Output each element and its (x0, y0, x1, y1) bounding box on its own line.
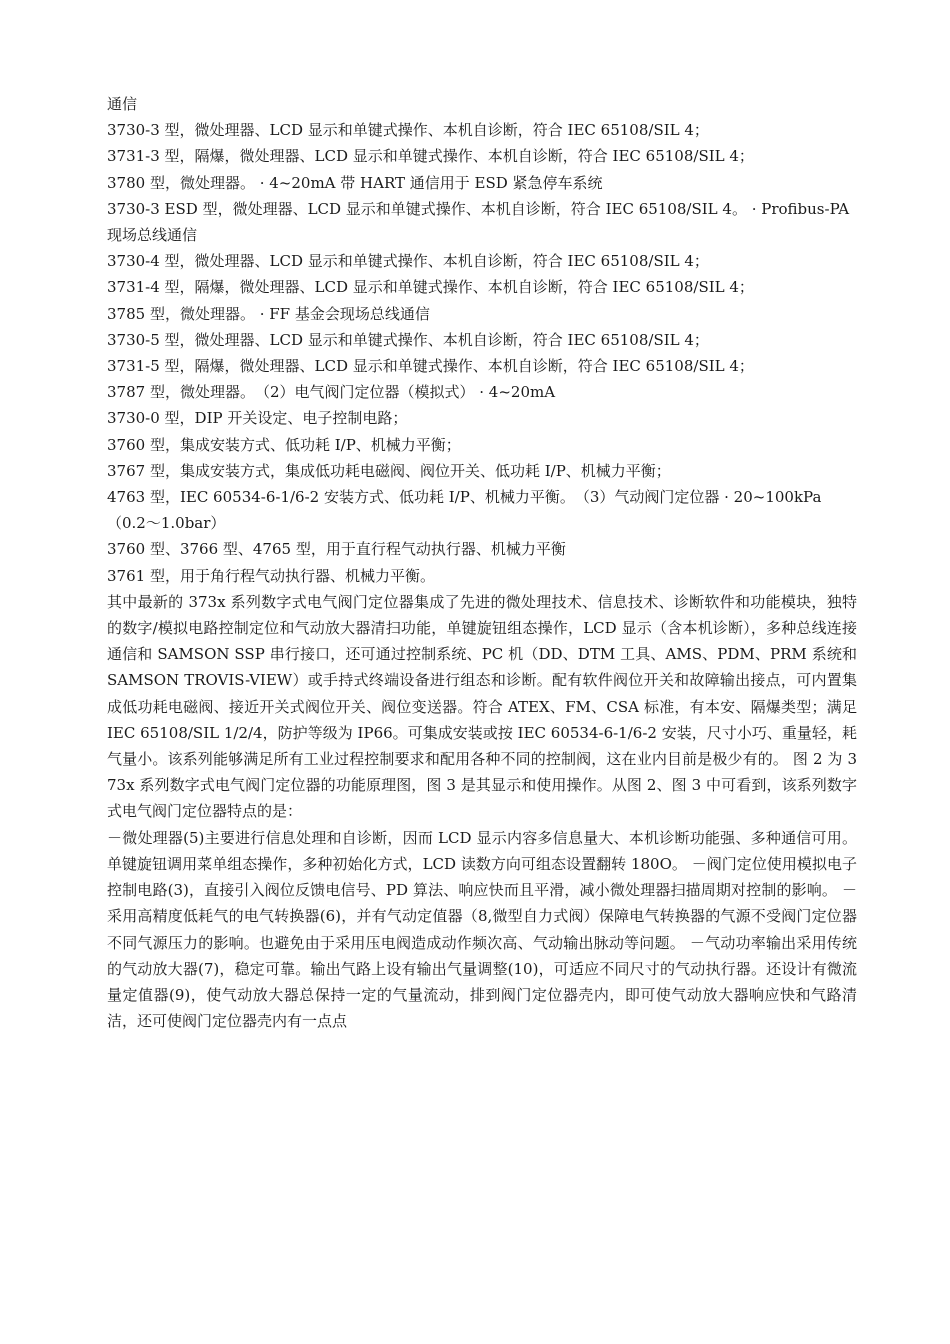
text-line: 通信 (107, 95, 138, 113)
text-line: 3787 型，微处理器。 （2）电气阀门定位器（模拟式） · 4~20mA (107, 383, 556, 402)
text-line: 3730-3 ESD 型，微处理器、LCD 显示和单键式操作、本机自诊断，符合 IEC 65108/SIL 4。 · Profibus-PA (107, 199, 850, 218)
text-line: 3760 型、3766 型、4765 型，用于直行程气动执行器、机械力平衡 (107, 540, 566, 559)
body-paragraph: －微处理器(5)主要进行信息处理和自诊断，因而 LCD 显示内容多信息量大、本机诊断功能强、多种通信可用。单键旋钮调用菜单组态操作，多种初始化方式，LCD 读数方向可组态设置翻转 180O。 －阀门定位使用模拟电子控制电路(3)，直接引入阀位反馈电信号、PD 算法、响应快而且平滑，减小微处理器扫描周期对控制的影响。 －采用高精度低耗气的电气转换器(6)，并有气动定值器（8,微型自力式阀）保障电气转换器的气源不受阀门定位器不同气源压力的影响。也避免由于采用压电阀造成动作频次高、气动输出脉动等问题。 －气动功率输出采用传统的气动放大器(7)，稳定可靠。输出气路上设有输出气量调整(10)，可适应不同尺寸的气动执行器。还设计有微流量定值器(9)，使气动放大器总保持一定的气量流动，排到阀门定位器壳内，即可使气动放大器响应快和气路清洁，还可使阀门定位器壳内有一点点 (107, 828, 857, 1031)
text-line: 3767 型，集成安装方式，集成低功耗电磁阀、阀位开关、低功耗 I/P、机械力平衡； (107, 461, 671, 480)
text-line: 3731-3 型，隔爆，微处理器、LCD 显示和单键式操作、本机自诊断，符合 IEC 65108/SIL 4； (107, 147, 754, 166)
document-body (107, 91, 857, 1034)
body-paragraph: 其中最新的 373x 系列数字式电气阀门定位器集成了先进的微处理技术、信息技术、诊断软件和功能模块，独特的数字/模拟电路控制定位和气动放大器清扫功能，单键旋钮组态操作，LCD 显示（含本机诊断），多种总线连接通信和 SAMSON SSP 串行接口，还可通过控制系统、PC 机（DD、DTM 工具、AMS、PDM、PRM 系统和 SAMSON TROVIS-VIEW）或手持式终端设备进行组态和诊断。配有软件阀位开关和故障输出接点，可内置集成低功耗电磁阀、接近开关式阀位开关、阀位变送器。符合 ATEX、FM、CSA 标准，有本安、隔爆类型；满足 IEC 65108/SIL 1/2/4，防护等级为 IP66。可集成安装或按 IEC 60534-6-1/6-2 安装，尺寸小巧、重量轻，耗气量小。该系列能够满足所有工业过程控制要求和配用各种不同的控制阀，这在业内目前是极少有的。 图 2 为 373x 系列数字式电气阀门定位器的功能原理图，图 3 是其显示和使用操作。从图 2、图 3 中可看到，该系列数字式电气阀门定位器特点的是： (107, 592, 857, 821)
text-line: 现场总线通信 (107, 226, 198, 245)
text-line: 3780 型，微处理器。 · 4~20mA 带 HART 通信用于 ESD 紧急停车系统 (107, 173, 603, 192)
text-line: （0.2～1.0bar） (107, 514, 226, 533)
text-line: 3730-0 型，DIP 开关设定、电子控制电路； (107, 409, 408, 428)
text-line: 3760 型，集成安装方式、低功耗 I/P、机械力平衡； (107, 435, 461, 454)
text-line: 3730-3 型，微处理器、LCD 显示和单键式操作、本机自诊断，符合 IEC 65108/SIL 4； (107, 121, 709, 140)
text-line: 4763 型，IEC 60534-6-1/6-2 安装方式、低功耗 I/P、机械力平衡。 （3）气动阀门定位器 · 20~100kPa (107, 488, 822, 507)
text-line: 3731-4 型，隔爆，微处理器、LCD 显示和单键式操作、本机自诊断，符合 IEC 65108/SIL 4； (107, 278, 754, 297)
text-line: 3730-4 型，微处理器、LCD 显示和单键式操作、本机自诊断，符合 IEC 65108/SIL 4； (107, 252, 709, 271)
text-line: 3785 型，微处理器。 · FF 基金会现场总线通信 (107, 304, 430, 323)
text-line: 3761 型，用于角行程气动执行器、机械力平衡。 (107, 566, 435, 585)
text-line: 3731-5 型，隔爆，微处理器、LCD 显示和单键式操作、本机自诊断，符合 IEC 65108/SIL 4； (107, 357, 754, 376)
text-line: 3730-5 型，微处理器、LCD 显示和单键式操作、本机自诊断，符合 IEC 65108/SIL 4； (107, 330, 709, 349)
